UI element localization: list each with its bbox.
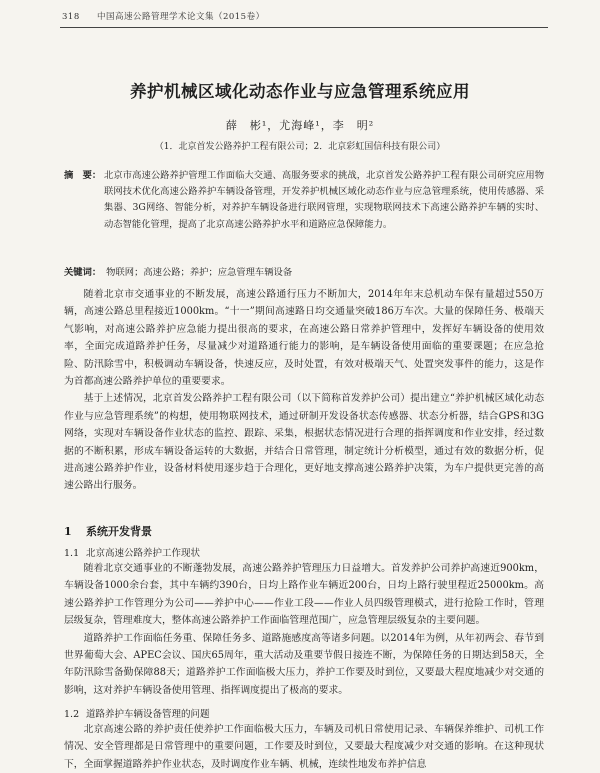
abstract-label: 摘 要： — [64, 170, 102, 181]
intro-text — [64, 286, 544, 495]
paper-authors: 薛 彬¹，尤海峰¹，李 明² — [225, 119, 375, 132]
keywords-label: 关键词： — [64, 267, 102, 278]
section-title: 系统开发背景 — [86, 525, 152, 538]
running-header — [62, 10, 542, 22]
subsection-heading — [64, 706, 544, 720]
section-1-1-paragraph-1: 随着北京交通事业的不断蓬勃发展，高速公路养护管理压力日益增大。首发养护公司养护高速近900km，车辆设备1000余台套，其中车辆约390台，日均上路作业车辆近200台，日均上路行驶里程近25000km。高速公路养护工作管理分为公司——养护中心——作业工段——作业人员四级管理模式，进行抢险工作时，管理层级复杂，管理难度大，整体高速公路养护工作面临管理范围广，应急管理层级复杂的主要问题。 — [64, 563, 544, 627]
subsection-title: 道路养护车辆设备管理的问题 — [86, 709, 210, 720]
abstract — [64, 168, 544, 233]
subsection-number: 1.1 — [64, 548, 80, 559]
subsection-number: 1.2 — [64, 709, 80, 720]
intro-paragraph-2: 基于上述情况，北京首发公路养护工程有限公司（以下简称首发养护公司）提出建立“养护机械区域化动态作业与应急管理系统”的构想，使用物联网技术，通过研制开发设备状态传感器、状态分析器，结合GPS和3G网络，实现对车辆设备作业状态的监控、跟踪、采集，根据状态情况进行合理的指挥调度和作业安排，经过数据的不断积累，形成车辆设备运转的大数据，并结合日常管理，制定统计分析模型，通过有效的数据分析，促进高速公路养护作业，设备材料使用逐步趋于合理化，更好地支撑高速公路养护决策，为车户提供更完善的高速公路出行服务。 — [64, 393, 544, 492]
subsection-heading — [64, 545, 544, 559]
paper-title: 养护机械区域化动态作业与应急管理系统应用 — [130, 82, 470, 101]
header-rule — [60, 27, 548, 28]
paper-affiliations: （1．北京首发公路养护工程有限公司；2．北京彩虹国信科技有限公司） — [154, 142, 446, 152]
subsection-title: 北京高速公路养护工作现状 — [86, 548, 201, 559]
section-1-2-paragraph-1: 北京高速公路的养护责任使养护工作面临极大压力，车辆及司机日常使用记录、车辆保养维护、司机工作情况、安全管理都是日常管理中的重要问题，工作要及时到位，又要最大程度减少对交通的影响。在这种现状下，全面掌握道路养护作业状态，及时调度作业车辆、机械，连续性地发布养护信息 — [64, 724, 544, 770]
section-1-2-text — [64, 721, 544, 773]
section-heading — [64, 523, 544, 539]
keywords-text: 物联网；高速公路；养护；应急管理车辆设备 — [106, 267, 293, 278]
section-number: 1 — [64, 525, 72, 538]
intro-paragraph-1: 随着北京市交通事业的不断发展，高速公路通行压力不断加大，2014年年末总机动车保有量超过550万辆，高速公路总里程接近1000km。“十一”期间高速路日均交通量突破186万车次。大量的保障任务、极端天气影响，对高速公路养护应急能力提出很高的要求，在高速公路日常养护管理中，发挥好车辆设备的使用效率，全面完成道路养护任务，尽量减少对道路通行能力的影响，是车辆设备使用面临的重要课题；在应急抢险、防汛除雪中，积极调动车辆设备，快速反应，及时处置，有效对极端天气、处置突发事件的能力，这是作为首都高速公路养护单位的重要要求。 — [64, 289, 544, 388]
journal-name: 中国高速公路管理学术论文集（2015卷） — [96, 12, 265, 22]
section-1-1-text — [64, 560, 544, 699]
keywords — [64, 264, 544, 278]
abstract-text: 北京市高速公路养护管理工作面临大交通、高服务要求的挑战，北京首发公路养护工程有限公司研究应用物联网技术优化高速公路养护车辆设备管理，开发养护机械区域化动态作业与应急管理系统，使用传感器、采集器、3G网络、智能分析，对养护车辆设备进行联网管理，实现物联网技术下高速公路养护车辆的实时、动态智能化管理，提高了北京高速公路养护水平和道路应急保障能力。 — [104, 170, 544, 230]
section-1-1-paragraph-2: 道路养护工作面临任务重、保障任务多、道路施感度高等诸多问题。以2014年为例，从年初两会、春节到世界葡萄大会、APEC会议、国庆65周年，重大活动及重要节假日接连不断，为保障任务的日期达到58天，全年防汛除雪备勤保障88天；道路养护工作面临极大压力，养护工作要及时到位，又要最大程度地减少对交通的影响，这对养护车辆设备使用管理、指挥调度提出了极高的要求。 — [64, 632, 544, 696]
page-number: 318 — [62, 12, 80, 22]
